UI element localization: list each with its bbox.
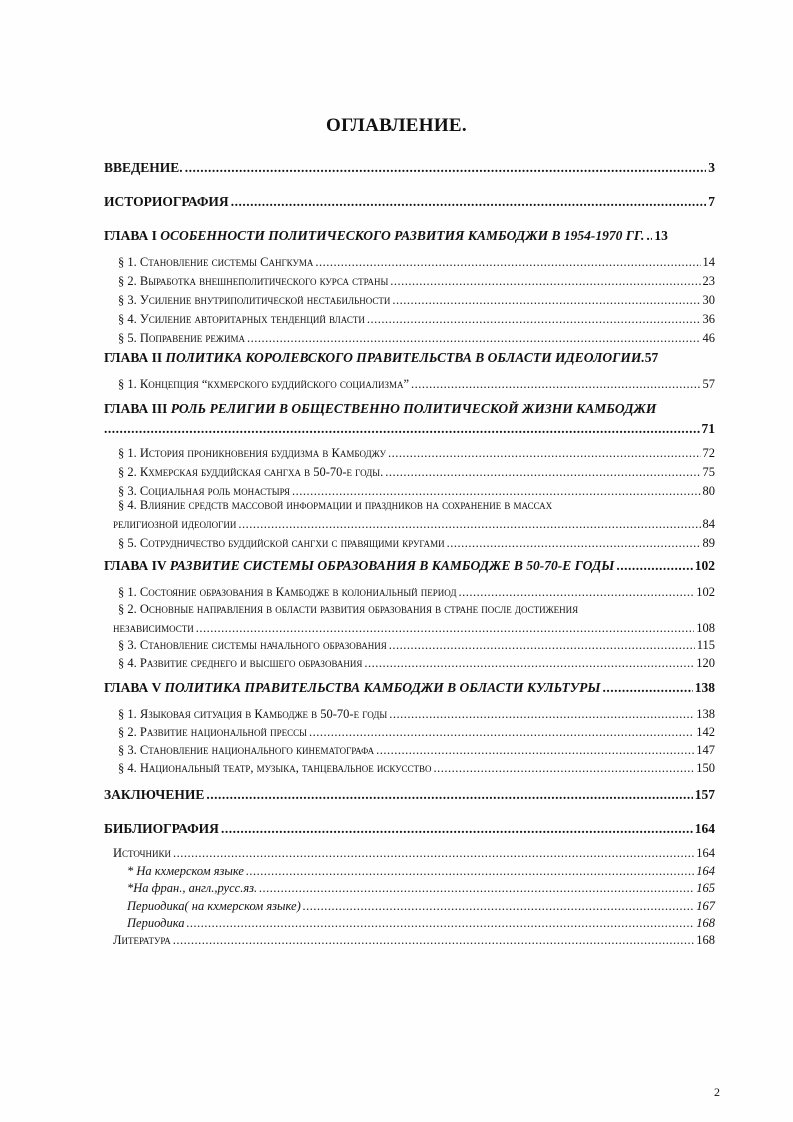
toc-label: § 1. История проникновения буддизма в Камбоджу: [118, 446, 386, 460]
toc-page: 157: [694, 787, 715, 802]
toc-page: 164: [694, 821, 715, 836]
toc-page: 72: [702, 446, 715, 460]
bib-item[interactable]: [113, 846, 715, 861]
toc-label: Периодика( на кхмерском языке): [127, 899, 301, 913]
dot-leader: [411, 377, 700, 392]
dot-leader: [390, 274, 700, 289]
dot-leader: [646, 228, 652, 244]
chapter-title: ПОЛИТИКА ПРАВИТЕЛЬСТВА КАМБОДЖИ В ОБЛАСТИ КУЛЬТУРЫ: [164, 680, 601, 695]
toc-page: 102: [694, 558, 715, 573]
toc-page: 164: [696, 864, 715, 878]
dot-leader: [173, 933, 694, 948]
dot-leader: [434, 761, 695, 776]
toc-page: 89: [702, 536, 715, 550]
toc-page: 57: [644, 350, 659, 365]
dot-leader: [389, 638, 695, 653]
bib-item[interactable]: [127, 899, 715, 914]
toc-label: ЗАКЛЮЧЕНИЕ: [104, 787, 205, 802]
toc-label: Литература: [113, 933, 171, 947]
toc-entry-chapter5[interactable]: [104, 680, 715, 696]
toc-entry-chapter3-leader[interactable]: [104, 421, 715, 437]
dot-leader: [259, 881, 694, 896]
toc-entry-bibliography[interactable]: [104, 821, 715, 837]
dot-leader: [196, 621, 695, 636]
toc-page: 150: [696, 761, 715, 775]
chapter-prefix: ГЛАВА III: [104, 401, 168, 416]
toc-entry-intro[interactable]: [104, 160, 715, 176]
toc-section[interactable]: [118, 536, 715, 551]
toc-entry-conclusion[interactable]: [104, 787, 715, 803]
toc-page: 168: [696, 916, 715, 930]
dot-leader: [447, 536, 701, 551]
toc-section[interactable]: [113, 517, 715, 532]
toc-label: § 2. Выработка внешнеполитического курса страны: [118, 274, 389, 288]
toc-page: 84: [702, 517, 715, 531]
page-title: ОГЛАВЛЕНИЕ.: [326, 115, 467, 136]
dot-leader: [246, 864, 694, 879]
chapter-prefix: ГЛАВА II: [104, 350, 163, 365]
dot-leader: [104, 421, 700, 437]
dot-leader: [389, 707, 694, 722]
toc-label: § 4. Усиление авторитарных тенденций власти: [118, 312, 365, 326]
toc-section[interactable]: [118, 274, 715, 289]
bib-item[interactable]: [127, 864, 715, 879]
toc-label: § 2. Развитие национальной прессы: [118, 725, 307, 739]
toc-page: 120: [696, 656, 715, 670]
toc-page: 14: [702, 255, 715, 269]
toc-label: § 1. Языковая ситуация в Камбодже в 50-70-е годы: [118, 707, 388, 721]
toc-section[interactable]: [118, 585, 715, 600]
toc-label: религиозной идеологии: [113, 517, 237, 531]
toc-label: независимости: [113, 621, 194, 635]
toc-label: ВВЕДЕНИЕ.: [104, 160, 183, 175]
toc-page: 138: [696, 707, 715, 721]
dot-leader: [231, 194, 707, 210]
toc-page: 30: [702, 293, 715, 307]
toc-page: 102: [696, 585, 715, 599]
toc-page: 23: [702, 274, 715, 288]
chapter-title: ПОЛИТИКА КОРОЛЕВСКОГО ПРАВИТЕЛЬСТВА В ОБЛАСТИ ИДЕОЛОГИИ.: [165, 350, 645, 365]
dot-leader: [392, 293, 700, 308]
toc-entry-chapter1[interactable]: [104, 228, 715, 244]
toc-label: § 1. Становление системы Сангкума: [118, 255, 314, 269]
page-number: 2: [714, 1085, 720, 1099]
toc-page: 13: [654, 228, 668, 243]
toc-entry-chapter4[interactable]: [104, 558, 715, 574]
toc-section[interactable]: [118, 484, 715, 499]
toc-page: 138: [694, 680, 715, 695]
toc-page: 108: [696, 621, 715, 635]
toc-page: 71: [701, 421, 715, 436]
chapter-prefix: ГЛАВА IV: [104, 558, 167, 573]
dot-leader: [388, 446, 701, 461]
dot-leader: [292, 484, 700, 499]
dot-leader: [221, 821, 693, 837]
toc-label: *На фран., англ.,русс.яз.: [127, 881, 258, 895]
toc-label: § 5. Поправение режима: [118, 331, 245, 345]
toc-entry-chapter2[interactable]: [104, 350, 715, 366]
toc-page: 142: [696, 725, 715, 739]
toc-section[interactable]: [118, 331, 715, 346]
toc-section-line1[interactable]: § 2. Основные направления в области развития образования в стране после достижения: [118, 602, 579, 616]
dot-leader: [364, 656, 694, 671]
toc-label: ИСТОРИОГРАФИЯ: [104, 194, 229, 209]
chapter-title: РОЛЬ РЕЛИГИИ В ОБЩЕСТВЕННО ПОЛИТИЧЕСКОЙ ЖИЗНИ КАМБОДЖИ: [170, 401, 657, 416]
chapter-title: ОСОБЕННОСТИ ПОЛИТИЧЕСКОГО РАЗВИТИЯ КАМБОДЖИ В 1954-1970 ГГ.: [160, 228, 645, 243]
dot-leader: [616, 558, 692, 574]
toc-label: Периодика: [127, 916, 185, 930]
toc-entry-historiography[interactable]: [104, 194, 715, 210]
toc-page: 115: [696, 638, 715, 652]
toc-page: 147: [696, 743, 715, 757]
toc-section[interactable]: [118, 725, 715, 740]
dot-leader: [309, 725, 694, 740]
toc-page: 46: [702, 331, 715, 345]
toc-label: § 2. Кхмерская буддийская сангха в 50-70-е годы.: [118, 465, 384, 479]
chapter-title: РАЗВИТИЕ СИСТЕМЫ ОБРАЗОВАНИЯ В КАМБОДЖЕ В 50-70-Е ГОДЫ: [169, 558, 615, 573]
dot-leader: [376, 743, 694, 758]
toc-section[interactable]: [118, 312, 715, 327]
toc-label: § 3. Социальная роль монастыря: [118, 484, 291, 498]
toc-page: 168: [696, 933, 715, 947]
chapter-prefix: ГЛАВА I: [104, 228, 157, 243]
toc-label: § 3. Становление системы начального образования: [118, 638, 387, 652]
toc-label: БИБЛИОГРАФИЯ: [104, 821, 219, 836]
toc-section[interactable]: [118, 465, 715, 480]
toc-section[interactable]: [118, 656, 715, 671]
bib-item[interactable]: [127, 881, 715, 896]
chapter-prefix: ГЛАВА V: [104, 680, 162, 695]
toc-page: 57: [702, 377, 715, 391]
toc-label: § 5. Сотрудничество буддийской сангхи с правящими кругами: [118, 536, 445, 550]
bib-item[interactable]: [127, 916, 715, 931]
toc-label: § 1. Состояние образования в Камбодже в колониальный период: [118, 585, 457, 599]
dot-leader: [187, 916, 695, 931]
toc-section[interactable]: [118, 761, 715, 776]
dot-leader: [238, 517, 700, 532]
toc-section[interactable]: [118, 743, 715, 758]
toc-section[interactable]: [118, 707, 715, 722]
toc-label: Источники: [113, 846, 172, 860]
toc-page: 36: [702, 312, 715, 326]
toc-page: 167: [696, 899, 715, 913]
toc-page: 80: [702, 484, 715, 498]
toc-section[interactable]: [118, 255, 715, 270]
dot-leader: [185, 160, 707, 176]
toc-label: § 4. Национальный театр, музыка, танцевальное искусство: [118, 761, 432, 775]
toc-label: § 3. Становление национального кинематографа: [118, 743, 375, 757]
dot-leader: [315, 255, 700, 270]
toc-section[interactable]: [118, 377, 715, 392]
toc-label: § 4. Развитие среднего и высшего образования: [118, 656, 363, 670]
dot-leader: [367, 312, 701, 327]
toc-page: 7: [708, 194, 715, 209]
bib-item[interactable]: [113, 933, 715, 948]
toc-entry-chapter3[interactable]: [104, 401, 715, 417]
dot-leader: [173, 846, 694, 861]
dot-leader: [206, 787, 692, 803]
dot-leader: [303, 899, 695, 914]
dot-leader: [602, 680, 692, 696]
toc-section[interactable]: [118, 293, 715, 308]
toc-label: § 3. Усиление внутриполитической нестабильности: [118, 293, 391, 307]
dot-leader: [247, 331, 701, 346]
toc-page: 3: [708, 160, 715, 175]
toc-section[interactable]: [118, 638, 715, 653]
dot-leader: [459, 585, 695, 600]
dot-leader: [385, 465, 700, 480]
toc-page: 165: [696, 881, 715, 895]
toc-page: 164: [696, 846, 715, 860]
toc-label: § 1. Концепция “кхмерского буддийского социализма”: [118, 377, 410, 391]
toc-section[interactable]: [113, 621, 715, 636]
toc-label: * На кхмерском языке: [127, 864, 244, 878]
toc-section[interactable]: [118, 446, 715, 461]
toc-section-line1[interactable]: § 4. Влияние средств массовой информации и праздников на сохранение в массах: [118, 498, 553, 512]
toc-page: 75: [702, 465, 715, 479]
